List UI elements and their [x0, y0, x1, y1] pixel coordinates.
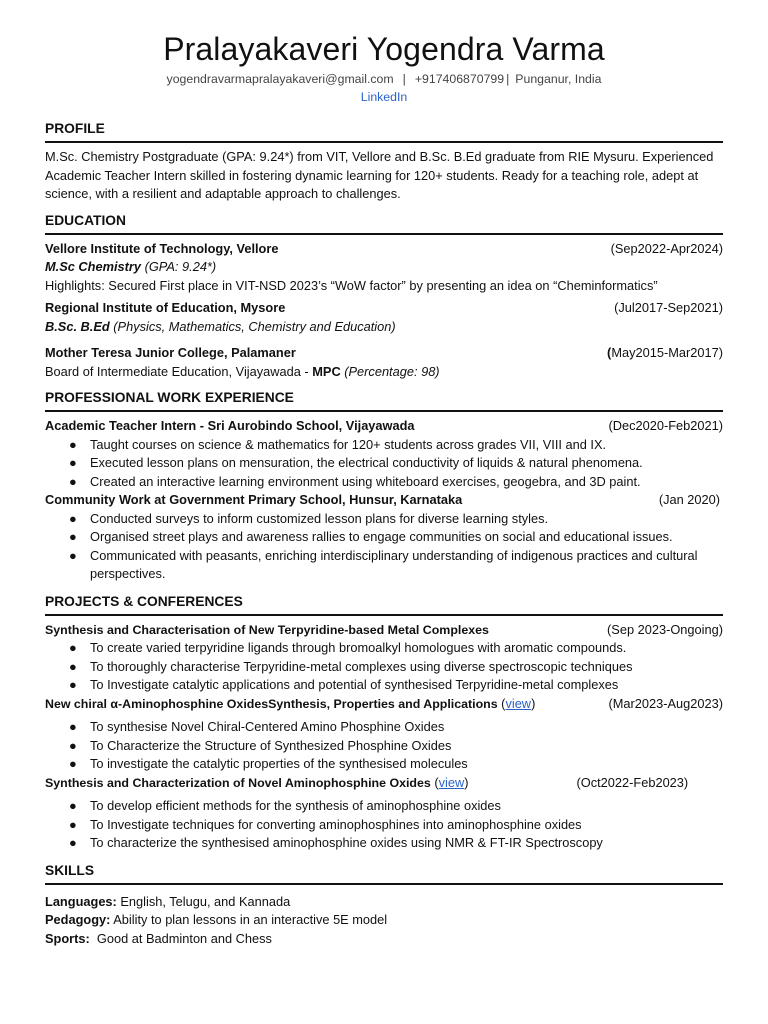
skill-label: Languages:	[45, 893, 117, 909]
bullet-icon: ●	[69, 816, 77, 832]
bullet-icon: ●	[69, 798, 77, 813]
date-rest: May2015-Mar2017)	[611, 345, 723, 360]
experience-entry	[45, 417, 723, 491]
date-range: (Sep 2023-Ongoing)	[607, 621, 723, 637]
degree-name: M.Sc Chemistry	[45, 259, 142, 274]
bullet-icon: ●	[69, 529, 77, 544]
date-range: (Oct2022-Feb2023)	[576, 774, 689, 790]
section-heading-projects: PROJECTS & CONFERENCES	[45, 593, 723, 616]
project-title: New chiral α-Aminophosphine OxidesSynthesis, Properties and Applications	[45, 696, 498, 711]
separator: |	[402, 72, 406, 86]
linkedin-link[interactable]: LinkedIn	[360, 90, 408, 104]
project-entry	[45, 695, 723, 774]
separator: |	[506, 72, 510, 86]
bullet-list	[45, 797, 723, 853]
bullet-icon: ●	[69, 510, 77, 526]
link-paren-close: )	[464, 774, 469, 790]
skill-value: Ability to plan lessons in an interactive 5E model	[110, 912, 388, 927]
list-item: ● Communicated with peasants, enriching interdisciplinary understanding of indigenous practices and cultural perspectives.	[69, 547, 698, 581]
bullet-icon: ●	[69, 455, 77, 470]
email-text: yogendravarmapralayakaveri@gmail.com	[166, 72, 394, 86]
profile-summary: M.Sc. Chemistry Postgraduate (GPA: 9.24*) from VIT, Vellore and B.Sc. B.Ed graduate from RIE Mysuru. Experienced Academic Teacher Intern skilled in fostering dynamic learning for 120+ students. Ready for a teaching role, adept at science, with a resilient and adaptable approach to challenges.	[45, 149, 714, 201]
bullet-icon: ●	[69, 677, 77, 692]
date-range	[607, 344, 723, 363]
degree-detail: (Percentage: 98)	[344, 363, 440, 379]
list-item: ● To investigate the catalytic properties of the synthesised molecules	[45, 755, 723, 774]
view-link[interactable]: view	[505, 695, 532, 711]
project-title: Synthesis and Characterisation of New Terpyridine-based Metal Complexes	[45, 622, 489, 637]
skill-label: Pedagogy:	[45, 912, 111, 927]
degree-detail: (Physics, Mathematics, Chemistry and Education)	[113, 318, 396, 334]
section-heading-education: EDUCATION	[45, 212, 723, 235]
date-range: (Jul2017-Sep2021)	[614, 300, 723, 315]
degree-name: B.Sc. B.Ed	[45, 318, 110, 334]
project-title: Synthesis and Characterization of Novel Aminophosphine Oxides	[45, 775, 431, 790]
stream-name: MPC	[312, 363, 341, 379]
link-paren-open: (	[497, 695, 506, 711]
skill-row-languages	[45, 893, 723, 912]
project-entry	[45, 774, 723, 853]
bullet-icon: ●	[69, 737, 77, 753]
list-item: ● Executed lesson plans on mensuration, the electrical conductivity of liquids & natural phenomena.	[45, 454, 723, 473]
phone-text: +917406870799	[414, 72, 505, 86]
section-heading-skills: SKILLS	[45, 862, 723, 885]
candidate-name: Pralayakaveri Yogendra Varma	[163, 31, 605, 67]
bullet-icon: ●	[69, 756, 77, 771]
education-entry	[45, 299, 723, 336]
list-item: ● To synthesise Novel Chiral-Centered Amino Phosphine Oxides	[45, 718, 723, 737]
date-range: (Dec2020-Feb2021)	[608, 418, 723, 433]
link-paren-close: )	[531, 695, 536, 711]
bullet-icon: ●	[69, 835, 77, 850]
bullet-icon: ●	[69, 640, 77, 655]
skill-label: Sports:	[45, 930, 90, 946]
skill-value: Good at Badminton and Chess	[89, 930, 272, 946]
bullet-list	[45, 510, 723, 584]
institution-name: Regional Institute of Education, Mysore	[45, 300, 286, 315]
list-item: ● To develop efficient methods for the synthesis of aminophosphine oxides	[45, 797, 723, 816]
date-range: (Sep2022-Apr2024)	[610, 240, 723, 256]
institution-name: Vellore Institute of Technology, Vellore	[45, 240, 279, 256]
education-entry	[45, 240, 723, 296]
location-text: Punganur, India	[515, 72, 602, 86]
list-item: ● To characterize the synthesised aminophosphine oxides using NMR & FT-IR Spectroscopy	[45, 834, 723, 853]
skill-row-pedagogy	[45, 911, 723, 930]
education-highlight: Highlights: Secured First place in VIT-NSD 2023’s “WoW factor” by presenting an idea on “Cheminformatics”	[45, 277, 658, 293]
bullet-list	[45, 639, 723, 695]
education-entry	[45, 344, 723, 381]
bullet-list	[45, 436, 723, 492]
section-heading-experience: PROFESSIONAL WORK EXPERIENCE	[45, 389, 723, 412]
list-item: ● To Characterize the Structure of Synthesized Phosphine Oxides	[45, 737, 723, 756]
list-item: ● Taught courses on science & mathematics for 120+ students across grades VII, VIII and IX.	[45, 436, 723, 455]
bullet-icon: ●	[69, 547, 77, 563]
contact-line	[45, 70, 723, 88]
project-title-line	[45, 774, 469, 793]
list-item: ● Conducted surveys to inform customized lesson plans for diverse learning styles.	[45, 510, 723, 529]
bullet-icon: ●	[69, 473, 77, 489]
bullet-icon: ●	[69, 719, 77, 734]
degree-detail: (GPA: 9.24*)	[144, 259, 217, 274]
skill-value: English, Telugu, and Kannada	[116, 893, 291, 909]
list-item: ● To thoroughly characterise Terpyridine-metal complexes using diverse spectroscopic techniques	[45, 658, 723, 677]
project-title-line	[45, 695, 535, 714]
experience-entry	[45, 491, 723, 584]
skill-row-sports	[45, 930, 723, 949]
view-link[interactable]: view	[438, 774, 465, 790]
institution-name: Mother Teresa Junior College, Palamaner	[45, 345, 296, 360]
link-paren-open: (	[430, 774, 439, 790]
project-entry	[45, 621, 723, 695]
date-range: (Mar2023-Aug2023)	[608, 695, 723, 711]
list-item: ● To create varied terpyridine ligands through bromoalkyl homologues with aromatic compounds.	[45, 639, 723, 658]
list-item: ● To Investigate techniques for converting aminophosphines into aminophosphine oxides	[45, 816, 723, 835]
list-item: ● To Investigate catalytic applications and potential of synthesised Terpyridine-metal complexes	[45, 676, 723, 695]
date-open-paren: (	[607, 345, 612, 360]
bullet-icon: ●	[69, 436, 77, 452]
list-item: ● Organised street plays and awareness rallies to engage communities on social and educational issues.	[45, 528, 723, 547]
list-item: ● Created an interactive learning environment using whiteboard exercises, geogebra, and 3D paint.	[45, 473, 723, 492]
board-name: Board of Intermediate Education, Vijayawada -	[45, 363, 313, 379]
role-title: Community Work at Government Primary School, Hunsur, Karnataka	[45, 492, 463, 507]
bullet-list	[45, 718, 723, 774]
bullet-icon: ●	[69, 658, 77, 674]
date-range: (Jan 2020)	[658, 492, 720, 507]
role-title: Academic Teacher Intern - Sri Aurobindo School, Vijayawada	[45, 418, 415, 433]
linkedin-line	[45, 88, 723, 106]
section-heading-profile: PROFILE	[45, 120, 723, 143]
